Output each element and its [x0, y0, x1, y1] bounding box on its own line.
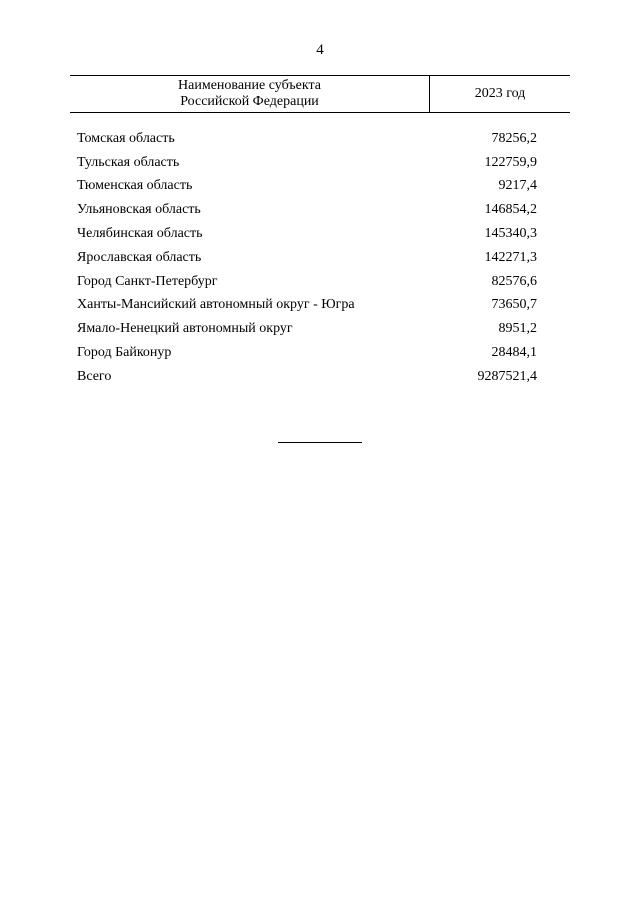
table-row	[77, 341, 557, 365]
row-region-name: Тюменская область	[77, 178, 193, 194]
row-region-name: Ямало-Ненецкий автономный округ	[77, 321, 293, 337]
row-region-name: Город Санкт-Петербург	[77, 273, 218, 289]
row-value: 78256,2	[491, 130, 537, 146]
row-value: 145340,3	[484, 226, 537, 242]
row-value: 8951,2	[498, 321, 537, 337]
table-row	[77, 175, 557, 199]
table-row	[77, 127, 557, 151]
header-subject-name	[70, 76, 430, 112]
row-region-name: Челябинская область	[77, 226, 203, 242]
table-row	[77, 151, 557, 175]
row-region-name: Тульская область	[77, 154, 180, 170]
row-region-name: Томская область	[77, 130, 175, 146]
row-total-value: 9287521,4	[477, 368, 537, 384]
row-total-label: Всего	[77, 368, 112, 384]
table-row	[77, 317, 557, 341]
row-region-name: Ульяновская область	[77, 202, 201, 218]
row-value: 122759,9	[484, 154, 537, 170]
row-value: 142271,3	[484, 249, 537, 265]
table-row	[77, 198, 557, 222]
header-subject-name-line2: Российской Федерации	[180, 94, 319, 109]
row-region-name: Город Байконур	[77, 345, 172, 361]
table-row	[77, 222, 557, 246]
row-value: 28484,1	[491, 345, 537, 361]
end-of-table-rule	[278, 442, 362, 443]
table-row-total	[77, 365, 557, 389]
row-region-name: Ханты-Мансийский автономный округ - Югра	[77, 297, 355, 313]
row-value: 73650,7	[491, 297, 537, 313]
row-region-name: Ярославская область	[77, 249, 202, 265]
header-year: 2023 год	[474, 86, 526, 101]
row-value: 146854,2	[484, 202, 537, 218]
page-number: 4	[316, 42, 324, 58]
table-header	[70, 75, 570, 113]
header-subject-name-line1: Наименование субъекта	[178, 78, 321, 93]
table-row	[77, 294, 557, 318]
table-body	[77, 127, 557, 389]
row-value: 9217,4	[498, 178, 537, 194]
table-row	[77, 246, 557, 270]
row-value: 82576,6	[491, 273, 537, 289]
table-row	[77, 270, 557, 294]
